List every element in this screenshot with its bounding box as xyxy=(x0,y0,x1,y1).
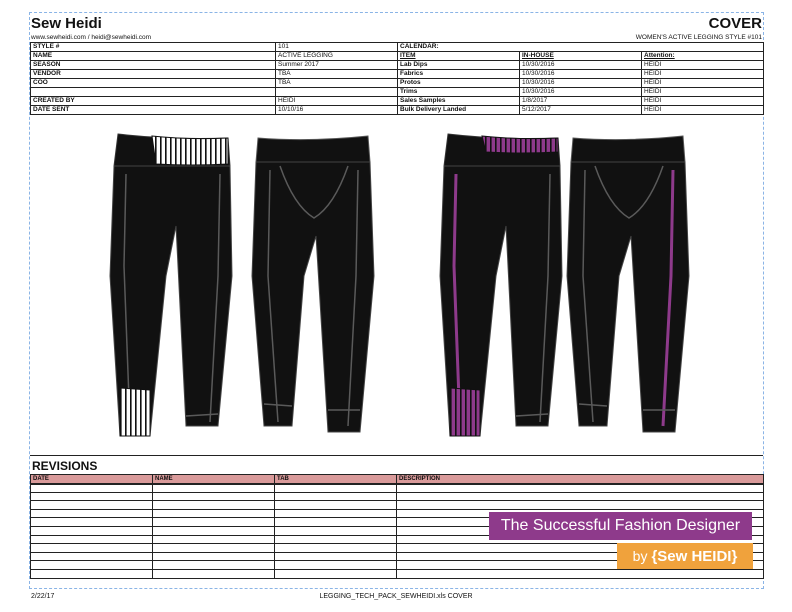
table-cell[interactable] xyxy=(275,484,397,493)
table-cell[interactable] xyxy=(397,484,764,493)
calendar-attention[interactable]: HEIDI xyxy=(642,97,764,106)
table-cell[interactable] xyxy=(397,492,764,501)
table-row xyxy=(31,52,764,61)
table-cell[interactable] xyxy=(153,518,275,527)
calendar-item: Bulk Delivery Landed xyxy=(398,106,520,115)
style-description: WOMEN'S ACTIVE LEGGING STYLE #101 xyxy=(635,34,762,41)
table-cell[interactable] xyxy=(153,569,275,578)
table-cell[interactable] xyxy=(275,561,397,570)
table-cell[interactable] xyxy=(275,492,397,501)
coo-value[interactable]: TBA xyxy=(276,79,398,88)
calendar-attention[interactable]: HEIDI xyxy=(642,61,764,70)
table-cell[interactable] xyxy=(275,518,397,527)
table-row xyxy=(31,88,764,97)
date-sent-value[interactable]: 10/10/16 xyxy=(276,106,398,115)
table-cell[interactable] xyxy=(275,552,397,561)
calendar-date[interactable]: 10/30/2016 xyxy=(520,79,642,88)
promo-banner-title: The Successful Fashion Designer xyxy=(489,512,752,540)
calendar-label: CALENDAR: xyxy=(398,43,764,52)
promo-brand-logo: {Sew HEIDI} xyxy=(651,548,738,565)
table-cell[interactable] xyxy=(153,544,275,553)
empty-cell xyxy=(276,88,398,97)
legging-back-sketch-white xyxy=(240,126,390,446)
table-header-row xyxy=(31,475,764,484)
table-cell[interactable] xyxy=(275,501,397,510)
table-row xyxy=(31,79,764,88)
table-cell[interactable] xyxy=(275,535,397,544)
table-row xyxy=(31,484,764,493)
table-cell[interactable] xyxy=(31,526,153,535)
legging-front-sketch-white xyxy=(100,126,250,446)
calendar-attention[interactable]: HEIDI xyxy=(642,70,764,79)
column-header-name: NAME xyxy=(153,475,275,484)
inhouse-header: IN-HOUSE xyxy=(520,52,642,61)
table-cell[interactable] xyxy=(31,569,153,578)
table-row xyxy=(31,501,764,510)
footer-filename: LEGGING_TECH_PACK_SEWHEIDI.xls COVER xyxy=(319,593,473,600)
table-cell[interactable] xyxy=(31,535,153,544)
section-divider xyxy=(30,455,763,456)
footer-date: 2/22/17 xyxy=(31,593,55,600)
table-cell[interactable] xyxy=(31,501,153,510)
table-row xyxy=(31,43,764,52)
calendar-date[interactable]: 10/30/2016 xyxy=(520,61,642,70)
style-label: STYLE # xyxy=(31,43,276,52)
calendar-item: Trims xyxy=(398,88,520,97)
season-value[interactable]: Summer 2017 xyxy=(276,61,398,70)
table-row xyxy=(31,97,764,106)
created-by-label: CREATED BY xyxy=(31,97,276,106)
calendar-item: Fabrics xyxy=(398,70,520,79)
calendar-item: Sales Samples xyxy=(398,97,520,106)
vendor-label: VENDOR xyxy=(31,70,276,79)
table-cell[interactable] xyxy=(31,509,153,518)
calendar-date[interactable]: 1/8/2017 xyxy=(520,97,642,106)
table-cell[interactable] xyxy=(397,569,764,578)
document-type: COVER xyxy=(708,15,762,32)
calendar-attention[interactable]: HEIDI xyxy=(642,88,764,97)
name-value[interactable]: ACTIVE LEGGING xyxy=(276,52,398,61)
table-cell[interactable] xyxy=(31,484,153,493)
revisions-title: REVISIONS xyxy=(32,459,98,473)
column-header-date: DATE xyxy=(31,475,153,484)
created-by-value[interactable]: HEIDI xyxy=(276,97,398,106)
table-row xyxy=(31,106,764,115)
item-header: ITEM xyxy=(398,52,520,61)
table-cell[interactable] xyxy=(31,552,153,561)
table-cell[interactable] xyxy=(31,492,153,501)
table-cell[interactable] xyxy=(275,509,397,518)
table-row xyxy=(31,569,764,578)
calendar-attention[interactable]: HEIDI xyxy=(642,106,764,115)
table-cell[interactable] xyxy=(275,569,397,578)
name-label: NAME xyxy=(31,52,276,61)
table-cell[interactable] xyxy=(397,501,764,510)
contact-info: www.sewheidi.com / heidi@sewheidi.com xyxy=(31,34,152,41)
column-header-tab: TAB xyxy=(275,475,397,484)
coo-label: COO xyxy=(31,79,276,88)
table-cell[interactable] xyxy=(275,544,397,553)
calendar-date[interactable]: 10/30/2016 xyxy=(520,88,642,97)
table-cell[interactable] xyxy=(31,544,153,553)
table-cell[interactable] xyxy=(153,501,275,510)
season-label: SEASON xyxy=(31,61,276,70)
date-sent-label: DATE SENT xyxy=(31,106,276,115)
table-cell[interactable] xyxy=(153,509,275,518)
table-cell[interactable] xyxy=(153,561,275,570)
table-cell[interactable] xyxy=(153,552,275,561)
brand-title: Sew Heidi xyxy=(31,15,102,32)
calendar-date[interactable]: 10/30/2016 xyxy=(520,70,642,79)
empty-cell xyxy=(31,88,276,97)
promo-by-text: by xyxy=(632,548,648,564)
attention-header: Attention: xyxy=(642,52,764,61)
table-cell[interactable] xyxy=(153,526,275,535)
table-row xyxy=(31,61,764,70)
style-value[interactable]: 101 xyxy=(276,43,398,52)
table-cell[interactable] xyxy=(153,484,275,493)
table-row xyxy=(31,492,764,501)
vendor-value[interactable]: TBA xyxy=(276,70,398,79)
table-cell[interactable] xyxy=(153,535,275,544)
table-cell[interactable] xyxy=(31,518,153,527)
spec-info-table xyxy=(30,42,764,115)
calendar-attention[interactable]: HEIDI xyxy=(642,79,764,88)
legging-back-sketch-purple xyxy=(555,126,705,446)
table-cell[interactable] xyxy=(153,492,275,501)
calendar-item: Protos xyxy=(398,79,520,88)
legging-flat-sketches xyxy=(100,126,700,446)
calendar-item: Lab Dips xyxy=(398,61,520,70)
table-cell[interactable] xyxy=(31,561,153,570)
table-row xyxy=(31,70,764,79)
table-cell[interactable] xyxy=(275,526,397,535)
column-header-description: DESCRIPTION xyxy=(397,475,764,484)
calendar-date[interactable]: 5/12/2017 xyxy=(520,106,642,115)
promo-banner-brand xyxy=(617,543,753,569)
